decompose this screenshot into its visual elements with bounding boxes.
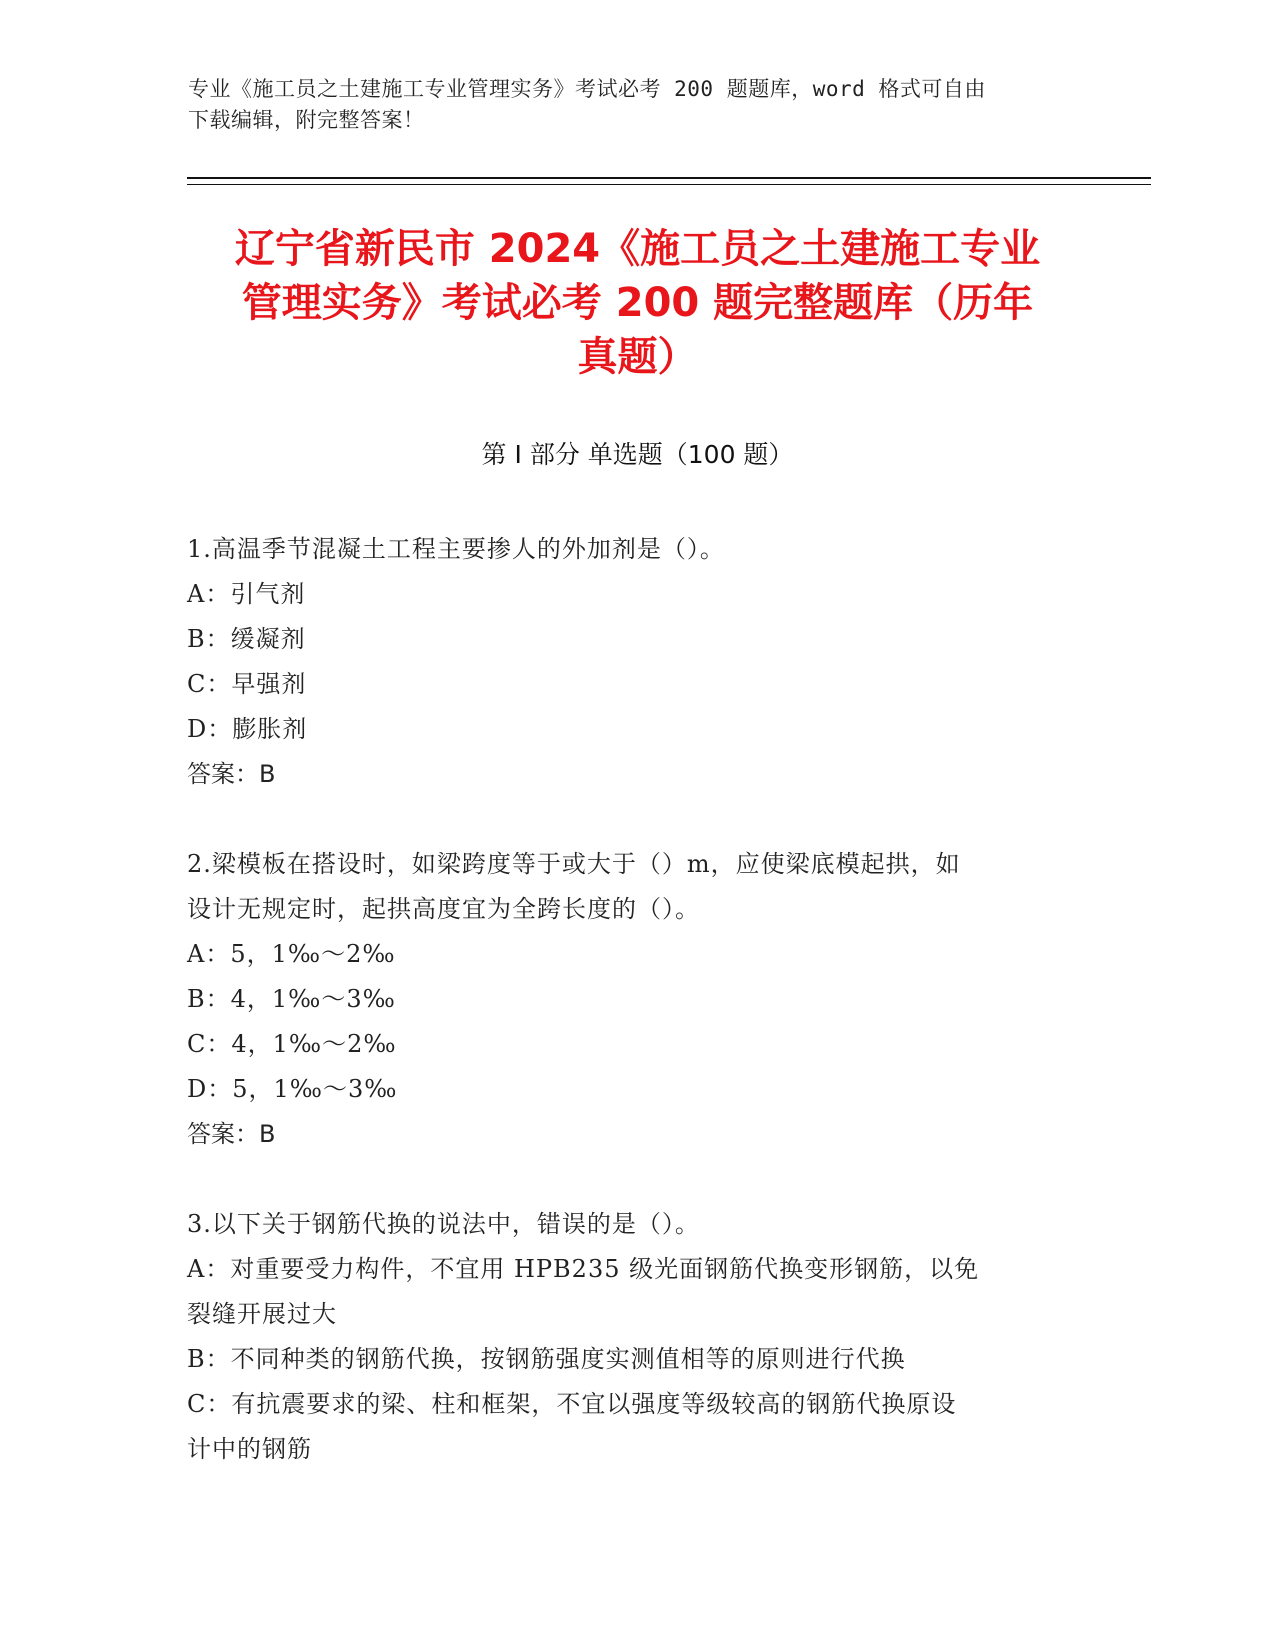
question-spacer xyxy=(187,797,1067,842)
option-a: A：5，1‰～2‰ xyxy=(187,940,396,968)
question-stem: 3.以下关于钢筋代换的说法中，错误的是（）。 xyxy=(187,1210,700,1238)
question-stem: 设计无规定时，起拱高度宜为全跨长度的（）。 xyxy=(187,895,700,923)
question-item xyxy=(187,1202,1067,1472)
title-line: 管理实务》考试必考 200 题完整题库（历年 xyxy=(241,280,1034,326)
option-b: B：不同种类的钢筋代换，按钢筋强度实测值相等的原则进行代换 xyxy=(187,1345,906,1373)
question-stem: 1.高温季节混凝土工程主要掺人的外加剂是（）。 xyxy=(187,535,725,563)
header-note-line: 下载编辑，附完整答案！ xyxy=(188,108,425,132)
option-c: C：早强剂 xyxy=(187,670,307,698)
question-item xyxy=(187,842,1067,1157)
header-note xyxy=(188,74,1088,136)
header-divider-thin xyxy=(187,184,1151,185)
section-heading: 第 I 部分 单选题（100 题） xyxy=(481,440,794,469)
option-c: C：有抗震要求的梁、柱和框架，不宜以强度等级较高的钢筋代换原设 xyxy=(187,1390,957,1418)
question-stem: 2.梁模板在搭设时，如梁跨度等于或大于（）m，应使梁底模起拱，如 xyxy=(187,850,961,878)
option-d: D：膨胀剂 xyxy=(187,715,308,743)
header-note-line: 专业《施工员之土建施工专业管理实务》考试必考 200 题题库，word 格式可自由 xyxy=(188,77,986,101)
question-list xyxy=(187,527,1067,1472)
title-line: 真题） xyxy=(577,334,698,380)
answer-label: 答案：B xyxy=(187,760,276,788)
answer-label: 答案：B xyxy=(187,1120,276,1148)
option-c: 计中的钢筋 xyxy=(187,1435,312,1463)
question-item xyxy=(187,527,1067,797)
document-title xyxy=(150,222,1125,384)
option-c: C：4，1‰～2‰ xyxy=(187,1030,397,1058)
option-d: D：5，1‰～3‰ xyxy=(187,1075,398,1103)
title-line: 辽宁省新民市 2024《施工员之土建施工专业 xyxy=(234,226,1041,272)
option-b: B：缓凝剂 xyxy=(187,625,306,653)
option-b: B：4，1‰～3‰ xyxy=(187,985,396,1013)
question-spacer xyxy=(187,1157,1067,1202)
header-divider-thick xyxy=(187,177,1151,179)
option-a: 裂缝开展过大 xyxy=(187,1300,337,1328)
option-a: A：引气剂 xyxy=(187,580,306,608)
option-a: A：对重要受力构件，不宜用 HPB235 级光面钢筋代换变形钢筋，以免 xyxy=(187,1255,980,1283)
